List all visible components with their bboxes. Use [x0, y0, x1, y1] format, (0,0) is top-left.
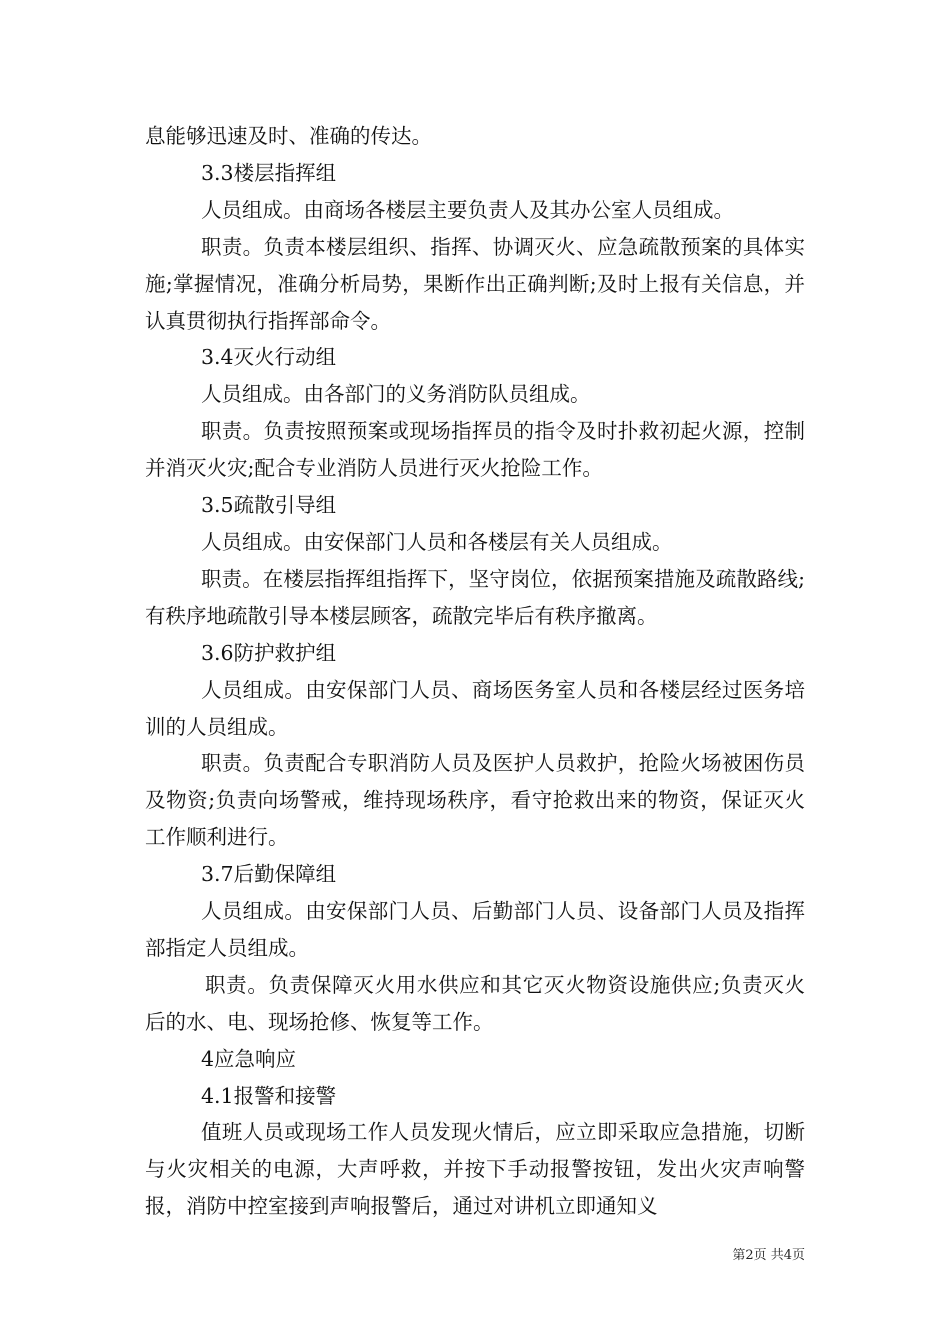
paragraph: 人员组成。由各部门的义务消防队员组成。	[201, 382, 591, 407]
heading-4-1: 4.1报警和接警	[201, 1083, 337, 1108]
paragraph: 职责。负责按照预案或现场指挥员的指令及时扑救初起火源，控制并消灭火灾;配合专业消防人员进行灭火抢险工作。	[145, 419, 805, 481]
paragraph: 人员组成。由安保部门人员和各楼层有关人员组成。	[201, 529, 673, 554]
paragraph: 人员组成。由商场各楼层主要负责人及其办公室人员组成。	[201, 197, 734, 222]
paragraph: 职责。负责配合专职消防人员及医护人员救护，抢险火场被困伤员及物资;负责向场警戒，维持现场秩序，看守抢救出来的物资，保证灭火工作顺利进行。	[145, 751, 805, 850]
paragraph: 职责。在楼层指挥组指挥下，坚守岗位，依据预案措施及疏散路线;有秩序地疏散引导本楼层顾客，疏散完毕后有秩序撤离。	[145, 566, 805, 628]
heading-3-6: 3.6防护救护组	[201, 640, 337, 665]
heading-4: 4应急响应	[201, 1046, 297, 1071]
paragraph: 职责。负责本楼层组织、指挥、协调灭火、应急疏散预案的具体实施;掌握情况，准确分析局势，果断作出正确判断;及时上报有关信息，并认真贯彻执行指挥部命令。	[145, 234, 805, 333]
paragraph: 值班人员或现场工作人员发现火情后，应立即采取应急措施，切断与火灾相关的电源，大声呼救，并按下手动报警按钮，发出火灾声响警报，消防中控室接到声响报警后，通过对讲机立即通知义	[145, 1120, 805, 1219]
paragraph: 人员组成。由安保部门人员、后勤部门人员、设备部门人员及指挥部指定人员组成。	[145, 899, 805, 960]
page-footer: 第2页 共4页	[732, 1248, 805, 1263]
heading-3-5: 3.5疏散引导组	[201, 493, 337, 518]
heading-3-4: 3.4灭火行动组	[201, 345, 337, 370]
paragraph-continuation: 息能够迅速及时、准确的传达。	[145, 124, 432, 148]
heading-3-3: 3.3楼层指挥组	[201, 160, 337, 185]
paragraph: 职责。负责保障灭火用水供应和其它灭火物资设施供应;负责灭火后的水、电、现场抢修、恢复等工作。	[145, 972, 805, 1034]
paragraph: 人员组成。由安保部门人员、商场医务室人员和各楼层经过医务培训的人员组成。	[145, 677, 805, 739]
heading-3-7: 3.7后勤保障组	[201, 862, 337, 887]
document-body	[145, 118, 805, 1225]
